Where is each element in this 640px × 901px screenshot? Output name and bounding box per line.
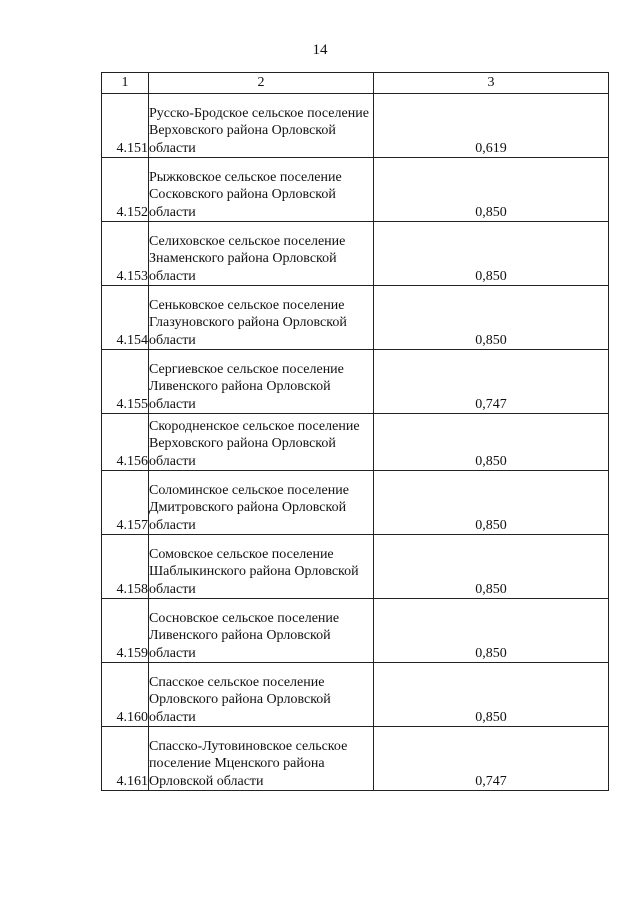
coefficient-value: 0,850 <box>374 535 609 599</box>
table-row <box>102 222 609 286</box>
coefficient-value: 0,747 <box>374 727 609 791</box>
row-number: 4.160 <box>102 663 149 727</box>
settlement-name: Сосновское сельское поселение Ливенского района Орловской области <box>149 599 374 663</box>
coefficient-value: 0,850 <box>374 414 609 471</box>
settlement-name: Русско-Бродское сельское поселение Верховского района Орловской области <box>149 94 374 158</box>
row-number: 4.157 <box>102 471 149 535</box>
settlement-name: Спасское сельское поселение Орловского района Орловской области <box>149 663 374 727</box>
settlement-name: Спасско-Лутовиновское сельское поселение Мценского района Орловской области <box>149 727 374 791</box>
coefficient-value: 0,850 <box>374 663 609 727</box>
table-row <box>102 535 609 599</box>
coefficient-value: 0,747 <box>374 350 609 414</box>
row-number: 4.161 <box>102 727 149 791</box>
page-number: 14 <box>312 42 328 58</box>
row-number: 4.155 <box>102 350 149 414</box>
table-row <box>102 286 609 350</box>
table-row <box>102 599 609 663</box>
settlement-name: Соломинское сельское поселение Дмитровского района Орловской области <box>149 471 374 535</box>
settlement-name: Сергиевское сельское поселение Ливенского района Орловской области <box>149 350 374 414</box>
row-number: 4.159 <box>102 599 149 663</box>
table-row <box>102 727 609 791</box>
coefficient-value: 0,850 <box>374 599 609 663</box>
settlement-name: Скородненское сельское поселение Верховского района Орловской области <box>149 414 374 471</box>
data-table <box>101 72 609 791</box>
coefficient-value: 0,850 <box>374 158 609 222</box>
settlement-name: Селиховское сельское поселение Знаменского района Орловской области <box>149 222 374 286</box>
column-header-2: 2 <box>149 73 374 94</box>
row-number: 4.154 <box>102 286 149 350</box>
table-row <box>102 94 609 158</box>
row-number: 4.151 <box>102 94 149 158</box>
coefficient-value: 0,619 <box>374 94 609 158</box>
column-header-3: 3 <box>374 73 609 94</box>
table-row <box>102 158 609 222</box>
coefficient-value: 0,850 <box>374 222 609 286</box>
table-row <box>102 414 609 471</box>
coefficient-value: 0,850 <box>374 471 609 535</box>
settlement-name: Сомовское сельское поселение Шаблыкинского района Орловской области <box>149 535 374 599</box>
row-number: 4.152 <box>102 158 149 222</box>
column-header-1: 1 <box>102 73 149 94</box>
table-header-row <box>102 73 609 94</box>
table-row <box>102 471 609 535</box>
row-number: 4.156 <box>102 414 149 471</box>
settlement-name: Сеньковское сельское поселение Глазуновского района Орловской области <box>149 286 374 350</box>
settlement-name: Рыжковское сельское поселение Сосковского района Орловской области <box>149 158 374 222</box>
table-row <box>102 350 609 414</box>
coefficient-value: 0,850 <box>374 286 609 350</box>
table-row <box>102 663 609 727</box>
row-number: 4.158 <box>102 535 149 599</box>
row-number: 4.153 <box>102 222 149 286</box>
